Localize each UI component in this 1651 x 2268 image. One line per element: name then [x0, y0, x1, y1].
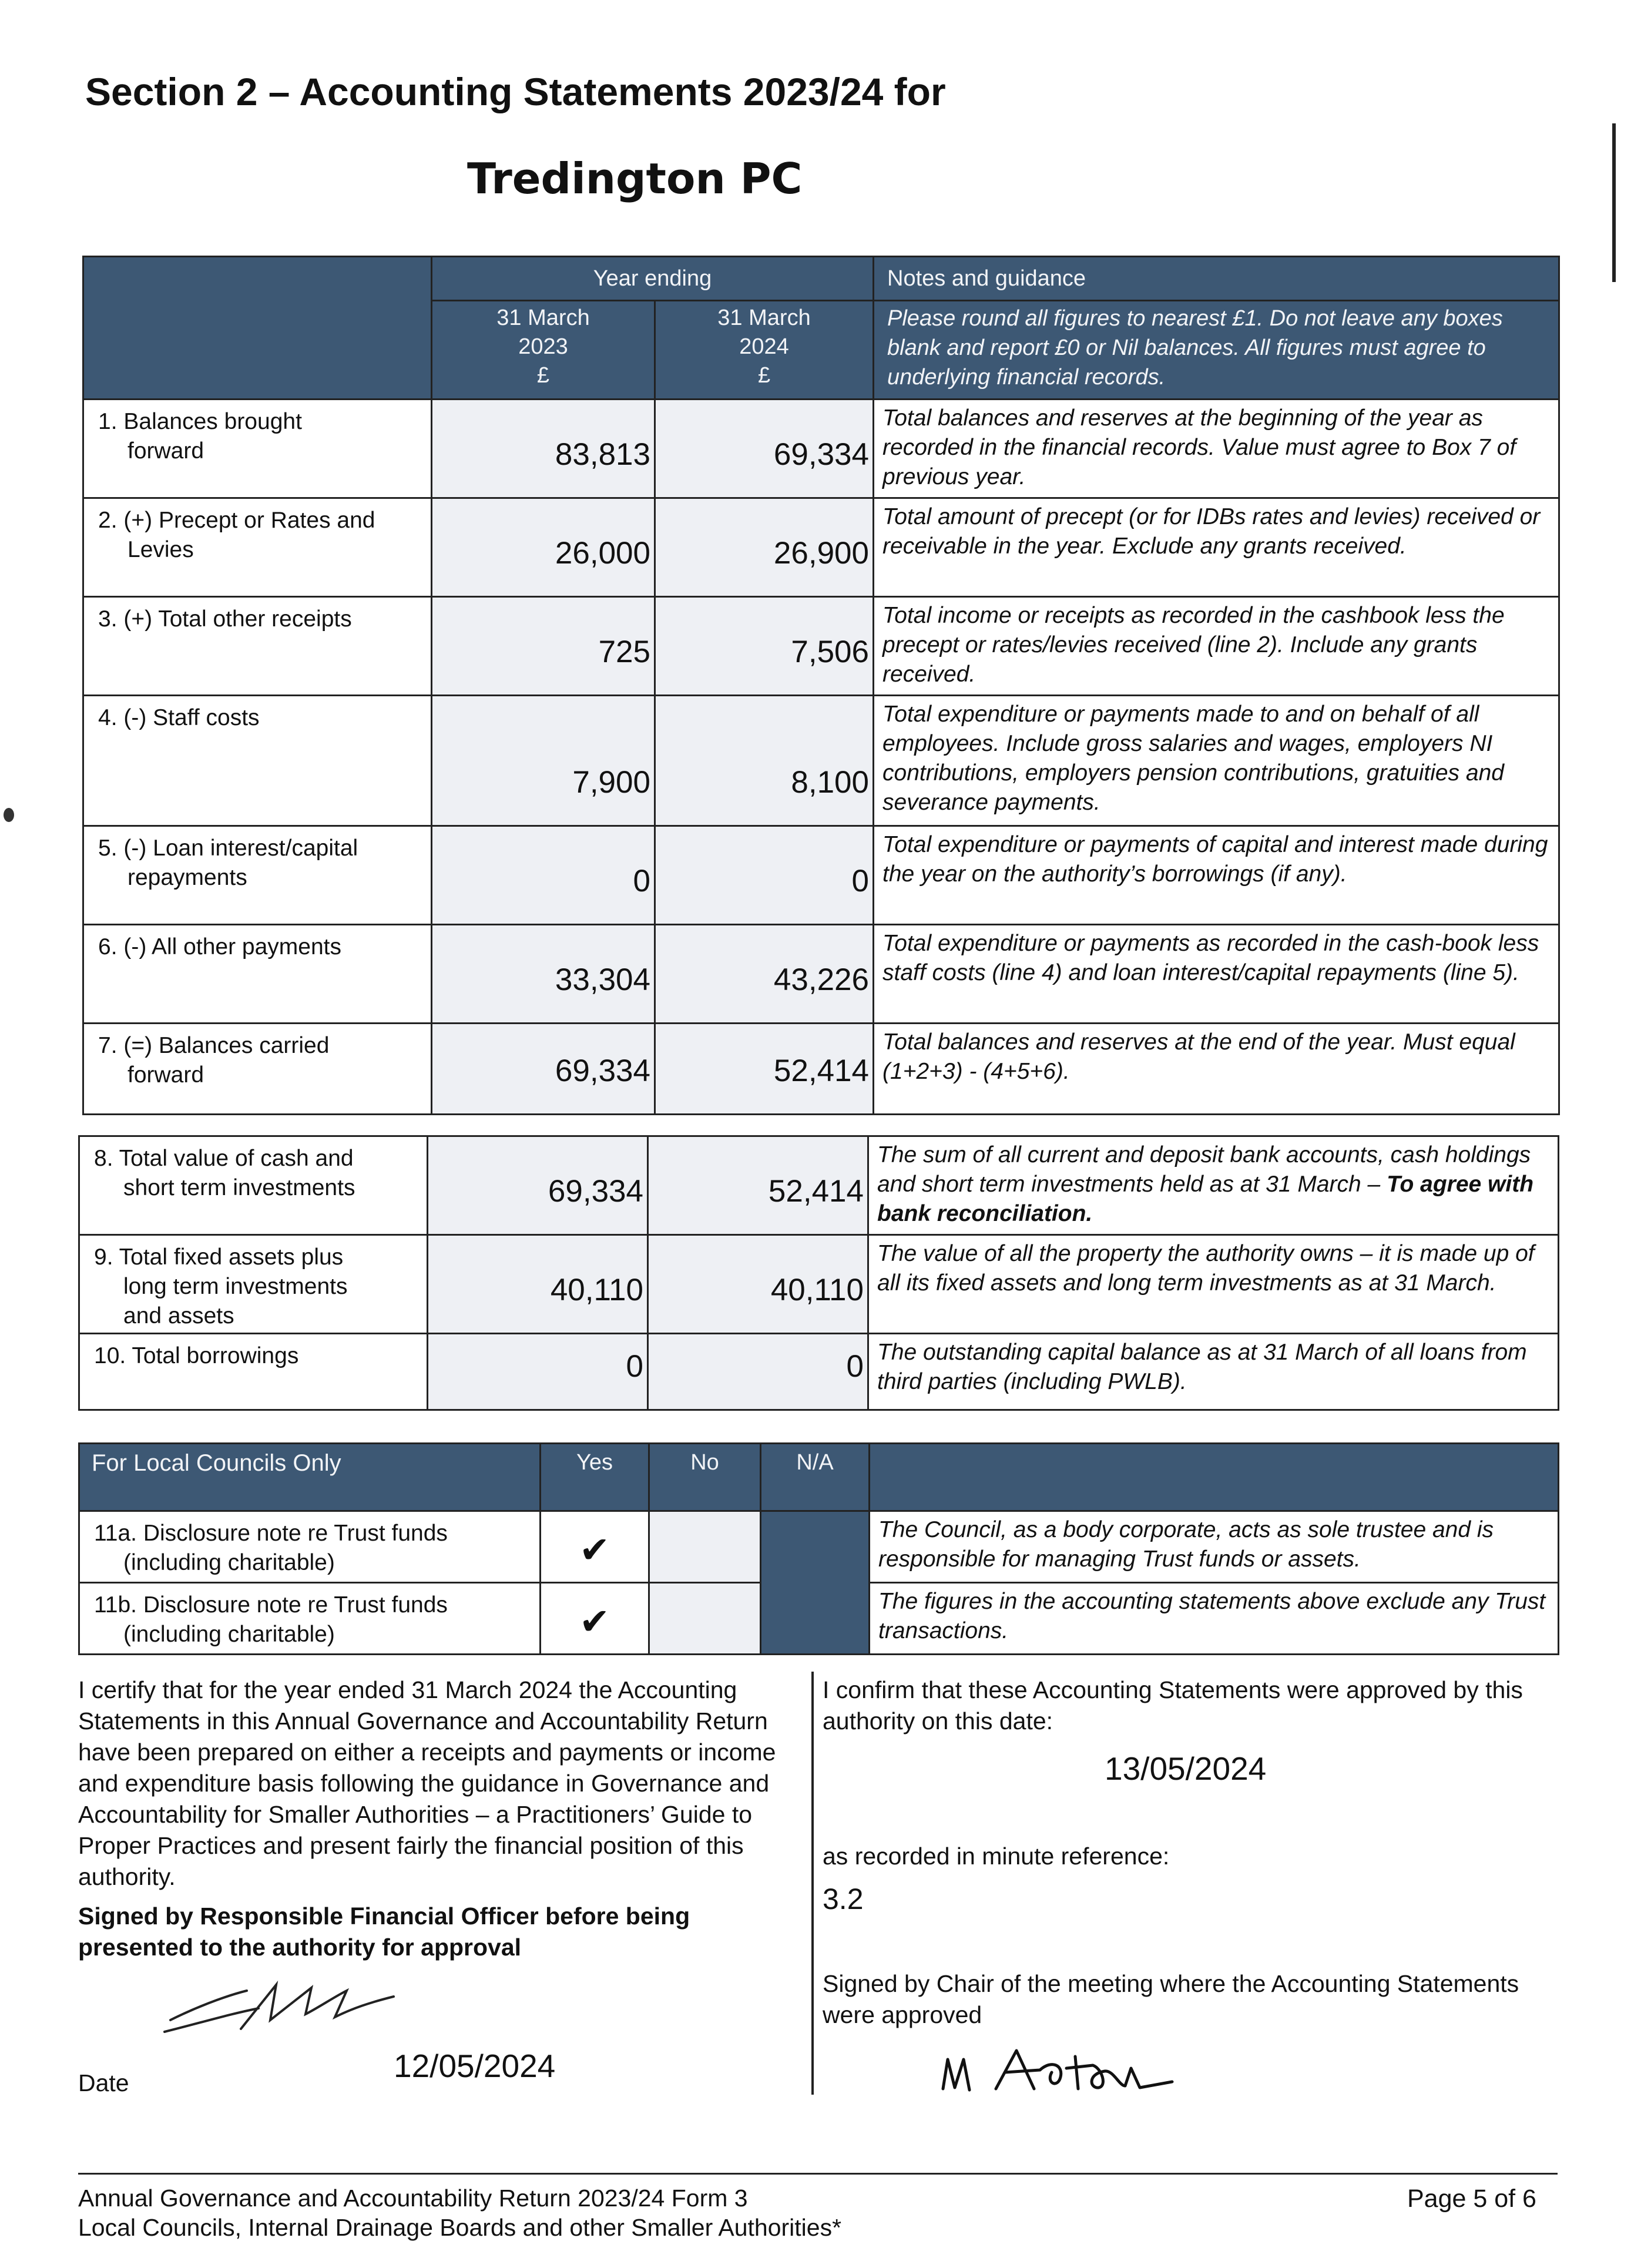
page-number: Page 5 of 6: [1407, 2185, 1536, 2213]
value-2023-field[interactable]: 83,813: [432, 400, 655, 498]
row-label: 6. (-) All other payments: [83, 925, 432, 1024]
row-label: 9. Total fixed assets plus long term investments and assets: [79, 1235, 428, 1334]
value-2024-field[interactable]: 40,110: [648, 1235, 868, 1334]
row-note: Total balances and reserves at the end of the year. Must equal (1+2+3) - (4+5+6).: [874, 1024, 1559, 1115]
row-11b-label: 11b. Disclosure note re Trust funds (including charitable): [79, 1583, 541, 1655]
authority-name: Tredington PC: [467, 154, 803, 203]
accounting-statements-table: [82, 256, 1560, 1115]
value-2024-field[interactable]: 8,100: [655, 696, 874, 826]
value-2023-field[interactable]: 725: [432, 597, 655, 696]
divider: [811, 1672, 814, 2095]
row-label: 2. (+) Precept or Rates and Levies: [83, 498, 432, 597]
value-2023-field[interactable]: 26,000: [432, 498, 655, 597]
value-2023-field[interactable]: 40,110: [428, 1235, 648, 1334]
row-11a-no-checkbox[interactable]: [649, 1511, 761, 1583]
approval-date: 13/05/2024: [1105, 1750, 1267, 1787]
row-note: Total amount of precept (or for IDBs rates and levies) received or receivable in the year. Exclude any grants received.: [874, 498, 1559, 597]
row-11a-yes-checkbox[interactable]: ✔: [541, 1511, 649, 1583]
row-label: 5. (-) Loan interest/capital repayments: [83, 826, 432, 925]
row-11b-note: The figures in the accounting statements above exclude any Trust transactions.: [870, 1583, 1559, 1655]
table-row: [79, 1334, 1559, 1410]
row-11a-label: 11a. Disclosure note re Trust funds (including charitable): [79, 1511, 541, 1583]
row-label: 8. Total value of cash and short term investments: [79, 1136, 428, 1235]
margin-line: [1612, 123, 1616, 282]
col-2023-header: 31 March 2023 £: [432, 301, 655, 400]
table-row: [83, 1024, 1559, 1115]
value-2024-field[interactable]: 52,414: [648, 1136, 868, 1235]
guidance-text: Please round all figures to nearest £1. Do not leave any boxes blank and report £0 or Nil balances. All figures must agree to underlying financial records.: [874, 301, 1559, 400]
rfo-signature: [159, 1973, 441, 2044]
row-note: Total expenditure or payments as recorded in the cash-book less staff costs (line 4) and loan interest/capital repayments (line 5).: [874, 925, 1559, 1024]
minute-reference-label: as recorded in minute reference:: [823, 1843, 1170, 1870]
col-2024-header: 31 March 2024 £: [655, 301, 874, 400]
value-2024-field[interactable]: 0: [648, 1334, 868, 1410]
value-2024-field[interactable]: 69,334: [655, 400, 874, 498]
value-2023-field[interactable]: 33,304: [432, 925, 655, 1024]
value-2024-field[interactable]: 52,414: [655, 1024, 874, 1115]
minute-reference: 3.2: [823, 1883, 864, 1915]
yes-header: Yes: [541, 1444, 649, 1511]
assets-table: [78, 1135, 1559, 1411]
rfo-certification: [78, 1675, 801, 1963]
row-label: 3. (+) Total other receipts: [83, 597, 432, 696]
value-2023-field[interactable]: 0: [432, 826, 655, 925]
rfo-signed-by: Signed by Responsible Financial Officer before being presented to the authority for approval: [78, 1903, 690, 1961]
rfo-date: 12/05/2024: [394, 2048, 556, 2084]
chair-signed-label: Signed by Chair of the meeting where the Accounting Statements were approved: [823, 1970, 1519, 2028]
approval-confirmation: I confirm that these Accounting Statements were approved by this authority on this date:: [823, 1676, 1523, 1734]
row-11b-no-checkbox[interactable]: [649, 1583, 761, 1655]
header-blank: [83, 257, 432, 400]
row-11b-yes-checkbox[interactable]: ✔: [541, 1583, 649, 1655]
value-2024-field[interactable]: 0: [655, 826, 874, 925]
row-note: The outstanding capital balance as at 31 March of all loans from third parties (including PWLB).: [868, 1334, 1559, 1410]
row-label: 1. Balances brought forward: [83, 400, 432, 498]
value-2023-field[interactable]: 69,334: [432, 1024, 655, 1115]
notes-guidance-header: Notes and guidance: [874, 257, 1559, 301]
councils-header-blank: [870, 1444, 1559, 1511]
table-row: [83, 696, 1559, 826]
margin-mark: [4, 808, 14, 822]
value-2023-field[interactable]: 7,900: [432, 696, 655, 826]
value-2024-field[interactable]: 43,226: [655, 925, 874, 1024]
row-note: The value of all the property the authority owns – it is made up of all its fixed assets and long term investments as at 31 March.: [868, 1235, 1559, 1334]
row-label: 7. (=) Balances carried forward: [83, 1024, 432, 1115]
councils-heading: For Local Councils Only: [79, 1444, 541, 1511]
no-header: No: [649, 1444, 761, 1511]
date-label: Date: [78, 2069, 129, 2096]
table-row: [79, 1136, 1559, 1235]
chair-signature: [937, 2036, 1184, 2101]
row-note: Total income or receipts as recorded in the cashbook less the precept or rates/levies received (line 2). Include any grants received.: [874, 597, 1559, 696]
row-note: Total balances and reserves at the beginning of the year as recorded in the financial records. Value must agree to Box 7 of previous year.: [874, 400, 1559, 498]
footer-authorities: Local Councils, Internal Drainage Boards and other Smaller Authorities*: [78, 2214, 842, 2241]
value-2024-field[interactable]: 26,900: [655, 498, 874, 597]
table-row: [83, 925, 1559, 1024]
table-row: [83, 400, 1559, 498]
row-label: 4. (-) Staff costs: [83, 696, 432, 826]
row-11a-note: The Council, as a body corporate, acts as sole trustee and is responsible for managing Trust funds or assets.: [870, 1511, 1559, 1583]
value-2024-field[interactable]: 7,506: [655, 597, 874, 696]
local-councils-table: [78, 1442, 1559, 1655]
table-row: [79, 1235, 1559, 1334]
na-column-shaded: [761, 1511, 870, 1655]
value-2023-field[interactable]: 69,334: [428, 1136, 648, 1235]
footer-rule: [78, 2173, 1558, 2175]
row-label: 10. Total borrowings: [79, 1334, 428, 1410]
table-row: [83, 597, 1559, 696]
row-note: Total expenditure or payments made to and on behalf of all employees. Include gross salaries and wages, employers NI contributions, employers pension contributions, gratuities and severance payments.: [874, 696, 1559, 826]
na-header: N/A: [761, 1444, 870, 1511]
table-row: [83, 826, 1559, 925]
year-ending-header: Year ending: [432, 257, 874, 301]
value-2023-field[interactable]: 0: [428, 1334, 648, 1410]
row-note: The sum of all current and deposit bank accounts, cash holdings and short term investments held as at 31 March – To agree with bank reconciliation.: [868, 1136, 1559, 1235]
footer-form-title: Annual Governance and Accountability Return 2023/24 Form 3: [78, 2185, 748, 2212]
table-row: [83, 498, 1559, 597]
page-title: Section 2 – Accounting Statements 2023/24 for: [85, 70, 946, 113]
certify-text: I certify that for the year ended 31 March 2024 the Accounting Statements in this Annual Governance and Accountability Return have been prepared on either a receipts and payments or income and expenditure basis following the guidance in Governance and Accountability for Smaller Authorities – a Practitioners’ Guide to Proper Practices and present fairly the financial position of this authority.: [78, 1676, 776, 1890]
row-note: Total expenditure or payments of capital and interest made during the year on the authority’s borrowings (if any).: [874, 826, 1559, 925]
